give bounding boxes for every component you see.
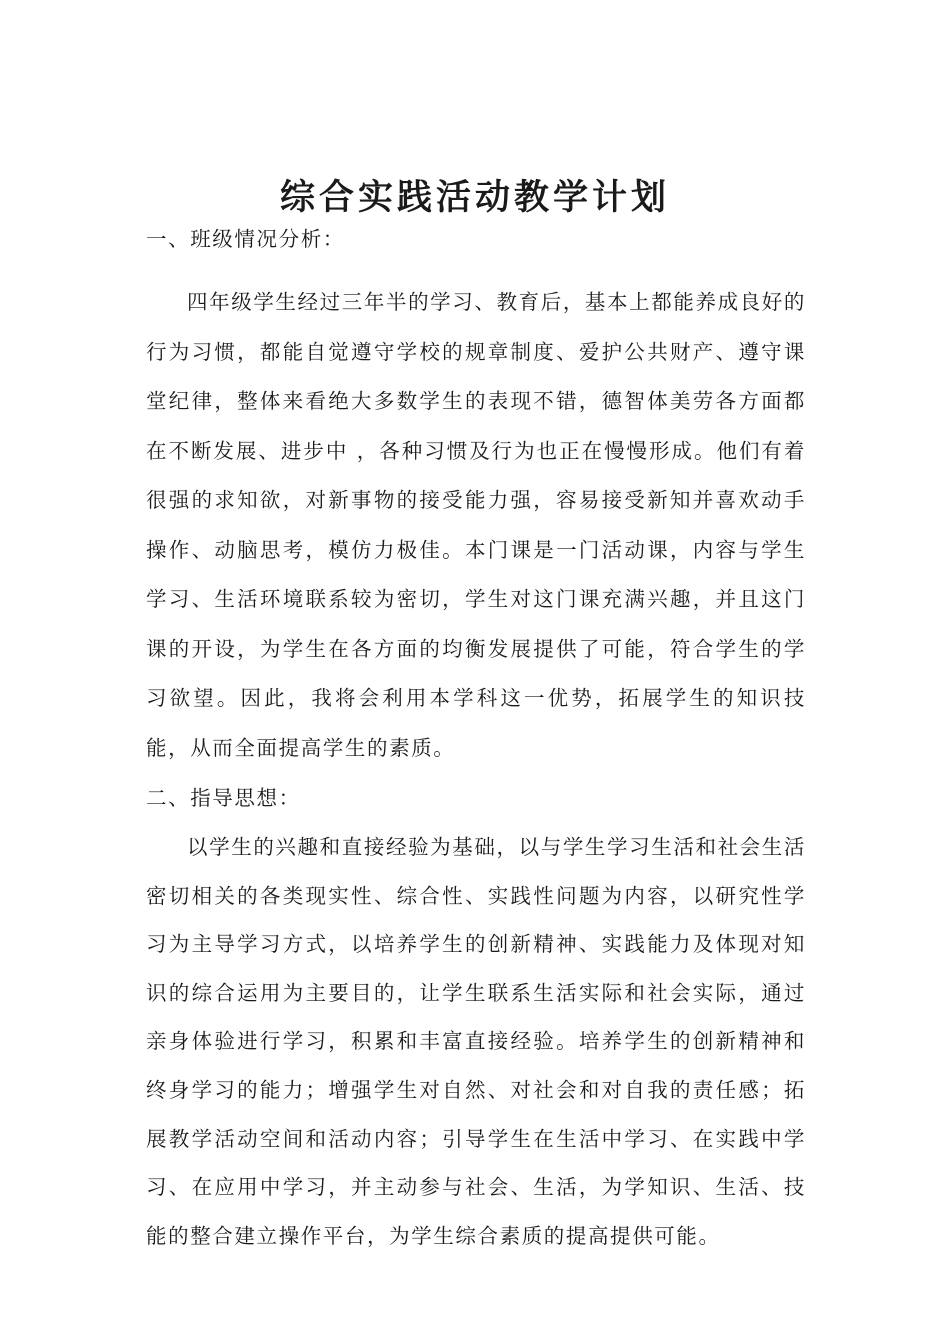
section-paragraph-class-analysis: 四年级学生经过三年半的学习、教育后，基本上都能养成良好的行为习惯，都能自觉遵守学校的规章制度、爱护公共财产、遵守课堂纪律，整体来看绝大多数学生的表现不错，德智体美劳各方面都在不断发展、进步中 ，各种习惯及行为也正在慢慢形成。他们有着很强的求知欲，对新事物的接受能力强，容易接受新知并喜欢动手操作、动脑思考，模仿力极佳。本门课是一门活动课，内容与学生学习、生活环境联系较为密切，学生对这门课充满兴趣，并且这门课的开设，为学生在各方面的均衡发展提供了可能，符合学生的学习欲望。因此，我将会利用本学科这一优势，拓展学生的知识技能，从而全面提高学生的素质。 bbox=[146, 290, 806, 760]
section-paragraph-guiding-ideology: 以学生的兴趣和直接经验为基础，以与学生学习生活和社会生活密切相关的各类现实性、综合性、实践性问题为内容，以研究性学习为主导学习方式，以培养学生的创新精神、实践能力及体现对知识的综合运用为主要目的，让学生联系生活实际和社会实际，通过亲身体验进行学习，积累和丰富直接经验。培养学生的创新精神和终身学习的能力；增强学生对自然、对社会和对自我的责任感；拓展教学活动空间和活动内容；引导学生在生活中学习、在实践中学习、在应用中学习，并主动参与社会、生活，为学知识、生活、技能的整合建立操作平台，为学生综合素质的提高提供可能。 bbox=[146, 835, 806, 1248]
document-title: 综合实践活动教学计划 bbox=[279, 177, 670, 219]
section-heading-class-analysis: 一、班级情况分析： bbox=[146, 227, 345, 251]
section-heading-guiding-ideology: 二、指导思想： bbox=[146, 786, 301, 810]
document-body bbox=[146, 222, 806, 1260]
